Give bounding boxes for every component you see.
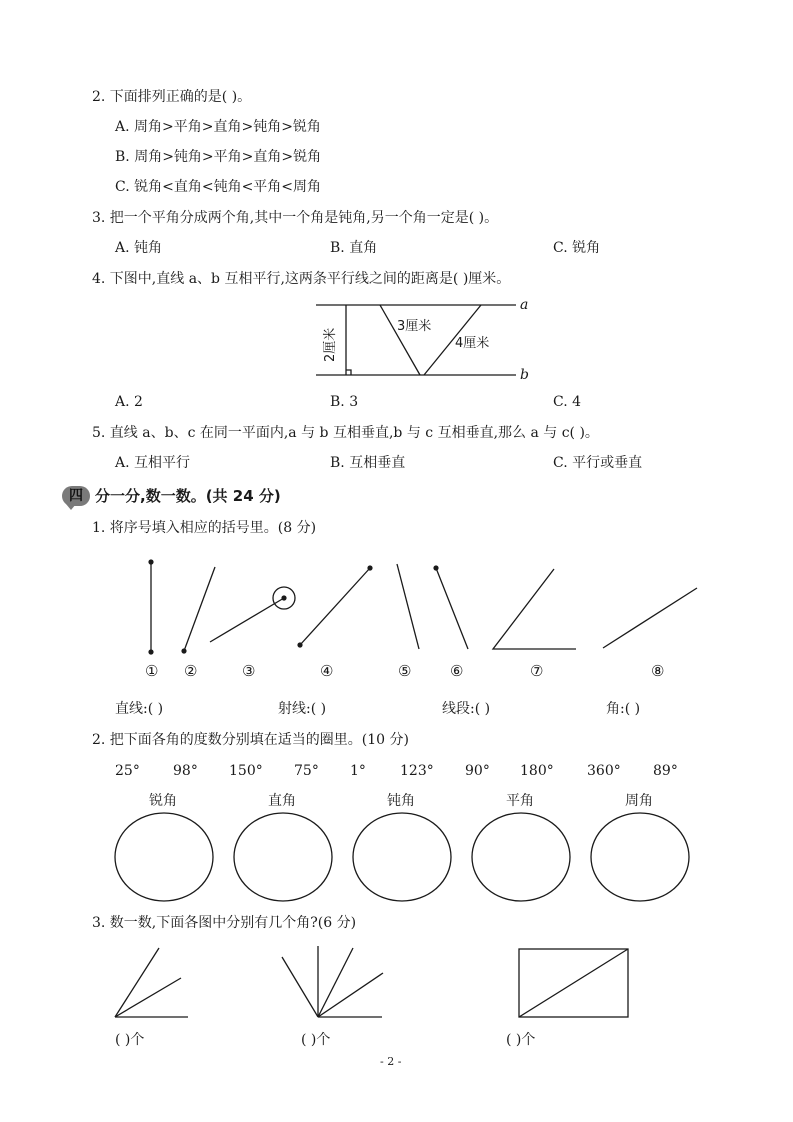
answer-ray[interactable]: 射线:( ) [278, 701, 327, 717]
q4-stem: 4. 下图中,直线 a、b 互相平行,这两条平行线之间的距离是( )厘米。 [92, 271, 511, 287]
section-title: 分一分,数一数。(共 24 分) [95, 487, 281, 505]
figure-label-8: ⑧ [651, 662, 665, 680]
q4-option-c[interactable]: C. 4 [553, 394, 582, 410]
q3-option-a[interactable]: A. 钝角 [115, 240, 163, 256]
q3-stem: 3. 把一个平角分成两个角,其中一个角是钝角,另一个角一定是( )。 [92, 210, 499, 226]
answer-line[interactable]: 直线:( ) [115, 701, 164, 717]
q3-option-c[interactable]: C. 锐角 [553, 240, 601, 256]
q2-option-c[interactable]: C. 锐角<直角<钝角<平角<周角 [115, 179, 322, 195]
circle-label-round: 周角 [625, 793, 653, 809]
circle-label-right: 直角 [268, 793, 296, 809]
circle-label-acute: 锐角 [149, 793, 177, 809]
circle-acute[interactable] [115, 813, 213, 901]
count-answer-3[interactable]: ( )个 [506, 1032, 536, 1048]
circle-round[interactable] [591, 813, 689, 901]
q2-option-a[interactable]: A. 周角>平角>直角>钝角>锐角 [115, 119, 321, 135]
line-a-label: a [520, 297, 529, 313]
circle-label-straight: 平角 [506, 793, 534, 809]
degree-value: 25° [115, 763, 140, 779]
line-b-label: b [520, 367, 529, 383]
answer-angle[interactable]: 角:( ) [606, 701, 641, 717]
circle-straight[interactable] [472, 813, 570, 901]
label-2cm: 2厘米 [323, 327, 338, 362]
p1-stem: 1. 将序号填入相应的括号里。(8 分) [92, 520, 317, 536]
label-3cm: 3厘米 [397, 319, 432, 334]
figure-label-4: ④ [320, 662, 334, 680]
figure-label-5: ⑤ [398, 662, 412, 680]
circle-right[interactable] [234, 813, 332, 901]
q5-option-b[interactable]: B. 互相垂直 [330, 455, 406, 471]
q5-option-c[interactable]: C. 平行或垂直 [553, 455, 643, 471]
degree-value: 90° [465, 763, 490, 779]
degree-value: 98° [173, 763, 198, 779]
circle-obtuse[interactable] [353, 813, 451, 901]
degree-value: 89° [653, 763, 678, 779]
degree-value: 360° [587, 763, 621, 779]
count-answer-1[interactable]: ( )个 [115, 1032, 145, 1048]
count-answer-2[interactable]: ( )个 [301, 1032, 331, 1048]
figure-label-2: ② [184, 662, 198, 680]
q4-option-a[interactable]: A. 2 [115, 394, 143, 410]
figure-label-3: ③ [242, 662, 256, 680]
q2-option-b[interactable]: B. 周角>钝角>平角>直角>锐角 [115, 149, 322, 165]
q2-stem: 2. 下面排列正确的是( )。 [92, 89, 252, 105]
figure-label-1: ① [145, 662, 159, 680]
degree-value: 180° [520, 763, 554, 779]
q3-option-b[interactable]: B. 直角 [330, 240, 378, 256]
degree-value: 150° [229, 763, 263, 779]
degree-value: 75° [294, 763, 319, 779]
degree-value: 1° [350, 763, 366, 779]
answer-segment[interactable]: 线段:( ) [442, 701, 491, 717]
label-4cm: 4厘米 [455, 336, 490, 351]
page-number: - 2 - [380, 1055, 402, 1068]
q4-option-b[interactable]: B. 3 [330, 394, 359, 410]
p3-stem: 3. 数一数,下面各图中分别有几个角?(6 分) [92, 915, 357, 931]
q5-stem: 5. 直线 a、b、c 在同一平面内,a 与 b 互相垂直,b 与 c 互相垂直,那么 a 与 c( )。 [92, 425, 599, 441]
figure-label-7: ⑦ [530, 662, 544, 680]
figure-label-6: ⑥ [450, 662, 464, 680]
p2-stem: 2. 把下面各角的度数分别填在适当的圈里。(10 分) [92, 732, 409, 748]
circle-label-obtuse: 钝角 [387, 793, 415, 809]
degree-value: 123° [400, 763, 434, 779]
section-badge: 四 [62, 486, 90, 506]
q5-option-a[interactable]: A. 互相平行 [115, 455, 191, 471]
